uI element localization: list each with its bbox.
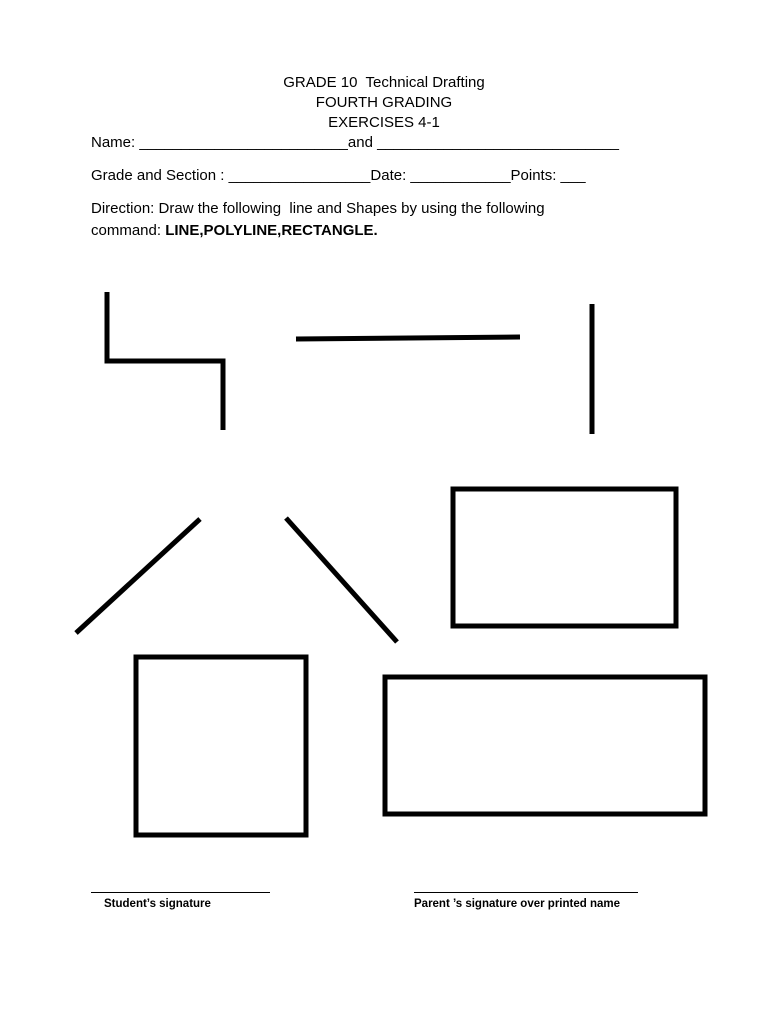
direction-command-prefix: command: [91,222,166,239]
polyline-step-shape [107,292,223,430]
rectangle-bottom-right [385,677,705,814]
parent-signature-label: Parent ’s signature over printed name [414,898,620,910]
horizontal-line [296,337,520,339]
diagonal-line-left [76,519,200,633]
direction-line-1: Direction: Draw the following line and Shapes by using the following [91,200,545,217]
square-bottom-left [136,657,306,835]
name-field-row: Name: _________________________and _____________________________ [91,134,620,151]
student-signature-line [91,892,270,893]
student-signature-label: Student’s signature [104,898,211,910]
grade-section-date-points-row: Grade and Section : _________________Date: ____________Points: ___ [91,167,586,184]
exercise-number: EXERCISES 4-1 [328,114,440,131]
direction-commands: LINE,POLYLINE,RECTANGLE. [165,222,378,239]
grading-period: FOURTH GRADING [315,94,453,111]
parent-signature-line [414,892,638,893]
diagonal-line-right [286,518,397,642]
worksheet-title: GRADE 10 Technical Drafting [283,74,485,91]
rectangle-top-right [453,489,676,626]
